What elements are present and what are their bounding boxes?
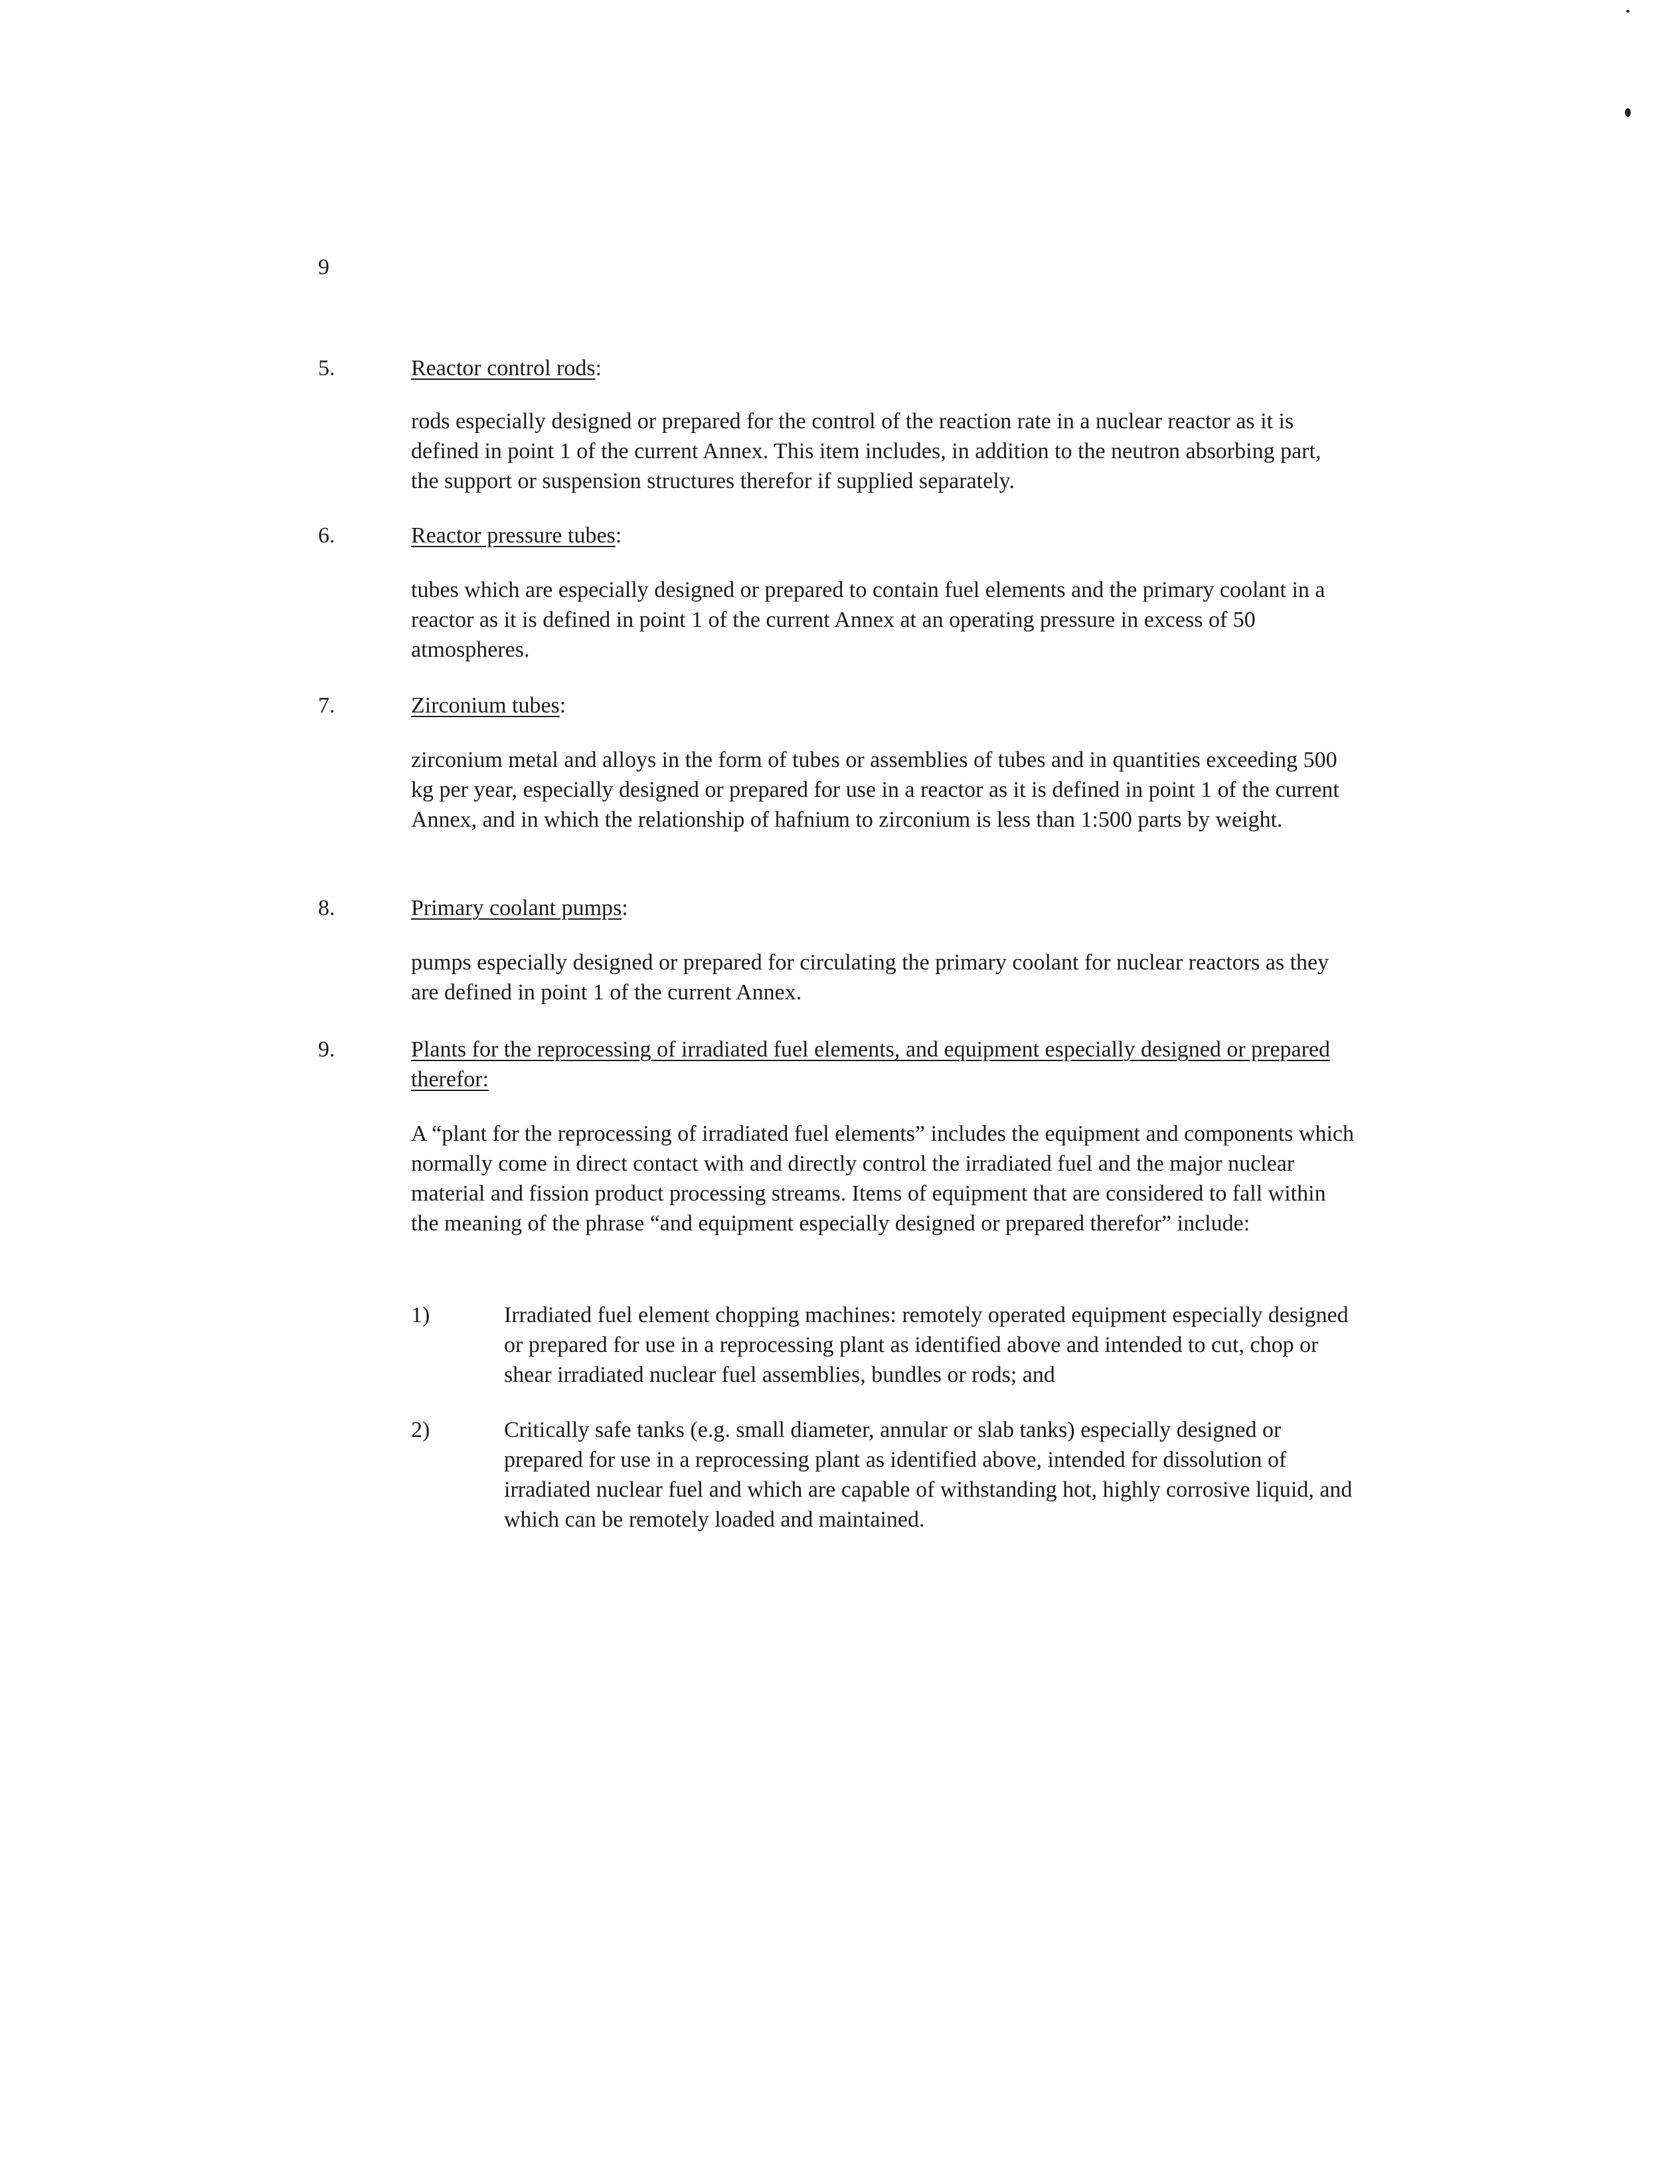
section-body: A “plant for the reprocessing of irradiated fuel elements” includes the equipment and components which normally come in direct contact with and directly control the irradiated fuel and the major nuclear material and fission product processing streams. Items of equipment that are considered to fall within the meaning of the phrase “and equipment especially designed or prepared therefor” include: [411, 1122, 1354, 1236]
section-title [411, 521, 1354, 550]
section-number: 7. [318, 693, 335, 718]
subitem-text: Critically safe tanks (e.g. small diameter, annular or slab tanks) especially designed or prepared for use in a reprocessing plant as identified above, intended for dissolution of irradiated nuclear fuel and which are capable of withstanding hot, highly corrosive liquid, and which can be remotely loaded and maintained. [504, 1418, 1353, 1532]
section-number: 6. [318, 523, 335, 548]
section-body: pumps especially designed or prepared for circulating the primary coolant for nuclear reactors as they are defined in point 1 of the current Annex. [411, 950, 1329, 1005]
section-number: 8. [318, 896, 335, 920]
section-title [411, 691, 1354, 720]
section-title-text: Reactor control rods [411, 356, 596, 380]
subitem-number: 2) [411, 1418, 430, 1442]
subitem-number: 1) [411, 1303, 430, 1327]
section-title-text: Plants for the reprocessing of irradiated fuel elements, and equipment especially designed or prepared therefor: [411, 1037, 1331, 1092]
section-title-colon: : [595, 356, 602, 380]
subitem-text: Irradiated fuel element chopping machines: remotely operated equipment especially designed or prepared for use in a reprocessing plant as identified above and intended to cut, chop or shear irradiated nuclear fuel assemblies, bundles or rods; and [504, 1303, 1349, 1387]
section-title-text: Zirconium tubes [411, 693, 560, 718]
scan-speck [1626, 10, 1630, 13]
section-body: zirconium metal and alloys in the form of tubes or assemblies of tubes and in quantities exceeding 500 kg per year, especially designed or prepared for use in a reactor as it is defined in point 1 of the current Annex, and in which the relationship of hafnium to zirconium is less than 1:500 parts by weight. [411, 748, 1339, 832]
section-title [411, 1035, 1354, 1094]
scan-speck [1625, 108, 1631, 117]
section-title-colon: : [615, 523, 622, 548]
section-title-colon: : [622, 896, 628, 920]
section-title [411, 353, 1354, 383]
section-body: tubes which are especially designed or prepared to contain fuel elements and the primary coolant in a reactor as it is defined in point 1 of the current Annex at an operating pressure in excess of 50 atmospheres. [411, 578, 1325, 662]
section-number: 9. [318, 1037, 335, 1062]
section-number: 5. [318, 356, 335, 380]
section-body: rods especially designed or prepared for the control of the reaction rate in a nuclear reactor as it is defined in point 1 of the current Annex. This item includes, in addition to the neutron absorbing part, the support or suspension structures therefor if supplied separately. [411, 409, 1321, 493]
page-number: 9 [318, 255, 329, 280]
section-title-text: Reactor pressure tubes [411, 523, 616, 548]
section-title-text: Primary coolant pumps [411, 896, 622, 920]
section-title-colon: : [559, 693, 566, 718]
section-title [411, 893, 1354, 923]
